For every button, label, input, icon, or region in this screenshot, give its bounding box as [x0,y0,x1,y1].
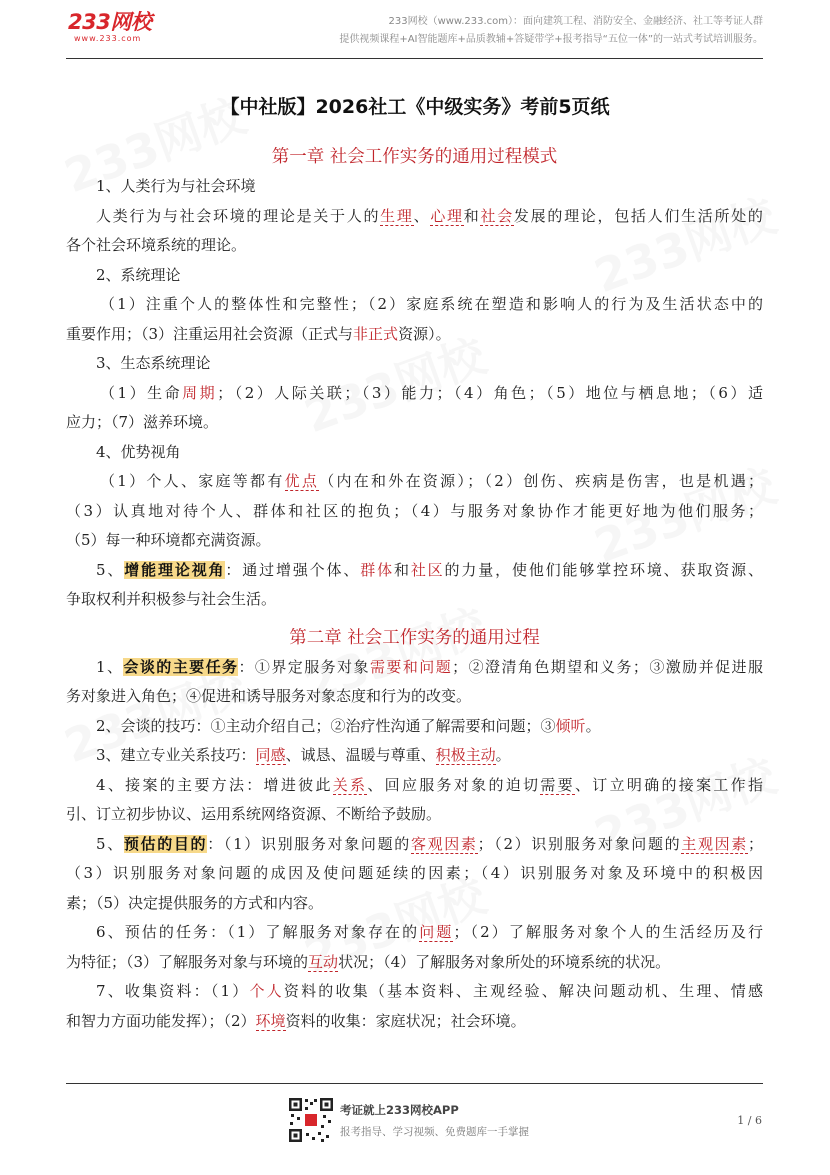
text-line [66,202,763,232]
text-segment: 为特征；（3）了解服务对象与环境的 [66,952,309,971]
text-segment: 素；（5）决定提供服务的方式和内容。 [66,893,324,912]
text-segment: 资料的收集（基本资料、主观经验、解决问题动机、生理、情感 [283,982,763,1000]
text-segment: ：（1）识别服务对象问题的 [207,834,411,853]
text-segment: 1、人类行为与社会环境 [96,177,256,195]
text-line [66,585,763,615]
text-line [66,1007,763,1037]
key-term: 问题 [419,923,454,941]
text-segment: （1）生命 [100,383,183,402]
text-segment: 、订立明确的接案工作指 [574,775,763,794]
key-term: 积极主动 [435,746,496,764]
text-segment: ；②澄清角色期望和义务；③激励并促进服 [452,657,763,676]
highlighted-term: 增能理论视角 [124,560,226,579]
key-term: 群体 [360,560,394,579]
text-segment: 和智力方面功能发挥）；（2） [66,1011,256,1030]
text-segment: 1、 [96,657,124,676]
chapter-heading [66,142,763,172]
text-line [66,889,763,919]
text-segment: ：①界定服务对象 [238,657,370,676]
key-term: 生理 [380,206,414,225]
text-line [66,408,763,438]
logo-text: 233网校 [68,10,152,34]
text-segment: 的力量，使他们能够掌控环境、获取资源、 [444,560,763,579]
text-line [66,948,763,978]
text-line [66,556,763,586]
key-term: 优点 [284,472,320,490]
text-segment: （3）识别服务对象问题的成因及使问题延续的因素；（4）识别服务对象及环境中的积极因 [66,864,763,882]
text-segment: 。 [495,746,511,764]
qr-code-icon[interactable] [288,1097,334,1143]
text-line [66,497,763,527]
highlighted-term: 预估的目的 [123,834,208,853]
text-segment: 第一章 社会工作实务的通用过程模式 [271,147,558,167]
chapter-heading [66,623,763,653]
text-segment: ；（2）了解服务对象个人的生活经历及行 [453,923,763,941]
text-segment: 务对象进入角色；④促进和诱导服务对象态度和行为的改变。 [66,687,472,705]
text-line [66,653,763,683]
text-line [66,261,763,291]
text-segment: （5）每一种环境都充满资源。 [66,531,271,549]
text-segment: 5、 [96,834,124,853]
text-segment: 、诚恳、温暖与尊重、 [285,746,436,764]
text-segment: （3）认真地对待个人、群体和社区的抱负；（4）与服务对象协作才能更好地为他们服务； [66,501,763,520]
footer-divider [66,1083,763,1084]
text-segment: 资料的收集：家庭状况；社会环境。 [285,1011,526,1030]
text-segment: 引、订立初步协议、运用系统网络资源、不断给予鼓励。 [66,805,442,823]
text-line [66,830,763,860]
key-term: 个人 [249,982,284,1000]
text-segment: 争取权利并积极参与社会生活。 [66,590,277,608]
text-segment: 各个社会环境系统的理论。 [66,236,247,254]
text-line [66,526,763,556]
text-segment: （1）注重个人的整体性和完整性；（2）家庭系统在塑造和影响人的行为及生活状态中的 [100,295,763,313]
text-segment: 4、优势视角 [96,442,181,461]
text-segment: （内在和外在资源）；（2）创伤、疾病是伤害，也是机遇； [319,472,763,490]
key-term: 同感 [255,746,286,764]
app-promo-title: 考证就上233网校APP [340,1103,459,1117]
key-term: 互动 [308,952,339,971]
brand-logo[interactable] [68,10,188,48]
text-line [66,859,763,889]
text-segment: 。 [585,716,601,735]
text-segment: 状况；（4）了解服务对象所处的环境系统的状况。 [338,952,671,971]
header-desc-line: 提供视频课程+AI智能题库+品质教辅+答疑带学+报考指导“五位一体”的一站式考试培训服务。 [339,34,763,45]
text-line [66,172,763,202]
key-term: 倾听 [555,716,586,735]
key-term: 周期 [182,383,218,402]
text-segment: ；（2）人际关联；（3）能力；（4）角色；（5）地位与栖息地；（6）适 [217,383,763,402]
key-term: 社区 [410,560,445,579]
text-segment: 和 [463,206,481,225]
text-line [66,467,763,497]
app-promo-subtitle: 报考指导、学习视频、免费题库一手掌握 [340,1126,529,1138]
text-line [66,379,763,409]
key-term: 社会 [480,206,514,225]
text-segment: 第二章 社会工作实务的通用过程 [289,627,540,648]
text-line [66,290,763,320]
page-number: 1 / 6 [737,1114,762,1127]
text-line [66,438,763,468]
header-description [339,13,763,49]
document-title: 【中社版】2026社工《中级实务》考前5页纸 [220,96,610,118]
text-segment: 3、生态系统理论 [96,354,211,372]
header-desc-line: 233网校（www.233.com）：面向建筑工程、消防安全、金融经济、社工等考证人群 [388,16,763,27]
text-line [66,771,763,801]
key-term: 环境 [255,1011,286,1030]
text-line [66,712,763,742]
text-segment: 资源）。 [398,324,451,343]
text-line [66,349,763,379]
text-segment: 需要 [540,775,575,794]
text-line [66,918,763,948]
text-segment: 、 [413,206,431,225]
text-segment: 6、预估的任务：（1）了解服务对象存在的 [96,923,420,941]
text-segment: 、回应服务对象的迫切 [367,775,541,794]
text-segment: ：通过增强个体、 [225,560,361,579]
text-segment: ； [747,834,763,853]
text-line [66,231,763,261]
text-line [66,977,763,1007]
key-term: 客观因素 [410,834,478,853]
text-segment: 4、接案的主要方法：增进彼此 [96,775,333,794]
text-segment: 3、建立专业关系技巧： [96,746,256,764]
text-line [66,800,763,830]
text-segment: 发展的理论，包括人们生活所处的 [513,206,763,225]
text-segment: （1）个人、家庭等都有 [100,472,285,490]
key-term: 心理 [430,206,464,225]
text-segment: 2、系统理论 [96,265,181,284]
key-term: 非正式 [353,324,399,343]
text-segment: 5、 [96,560,125,579]
text-segment: 应力；（7）滋养环境。 [66,413,219,431]
key-term: 需要和问题 [369,657,453,676]
logo-url: www.233.com [74,34,142,43]
text-segment: ；（2）识别服务对象问题的 [477,834,682,853]
text-segment: 和 [393,560,411,579]
page-header [66,0,763,59]
key-term: 主观因素 [681,834,748,853]
text-segment: 人类行为与社会环境的理论是关于人的 [96,206,381,225]
key-term: 关系 [332,775,368,794]
document-body [66,142,763,1036]
text-segment: 2、会谈的技巧：①主动介绍自己；②治疗性沟通了解需要和问题；③ [96,716,556,735]
highlighted-term: 会谈的主要任务 [123,657,239,676]
text-segment: 7、收集资料：（1） [96,982,250,1000]
text-line [66,682,763,712]
text-line [66,320,763,350]
text-segment: 重要作用；（3）注重运用社会资源（正式与 [66,324,354,343]
text-line [66,741,763,771]
